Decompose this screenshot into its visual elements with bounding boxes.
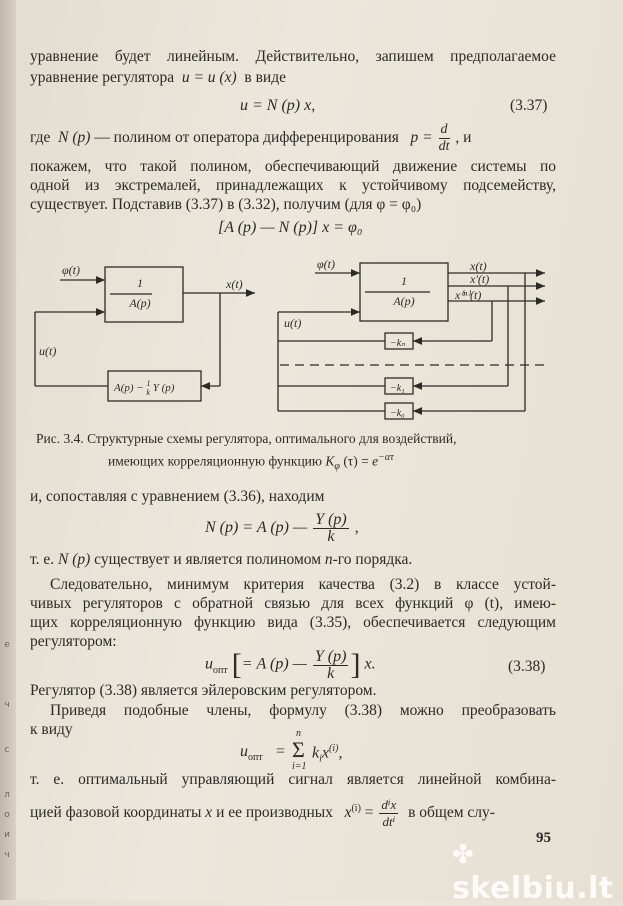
equation-number-3-37: (3.37) [510, 97, 548, 114]
Y-over-k-fraction: $\frac{Y (p)}{k}$ [315, 511, 347, 545]
equation-3-38: $u_{опт}$ [= A (p) — $\frac{Y (p)}{k}$ ] x. [205, 647, 376, 682]
right-output-x-prime: x'(t) [470, 272, 490, 286]
text-para-1: Следовательно, минимум критерия качества (3.2) в классе устой- [50, 576, 556, 593]
block-diagrams [30, 255, 560, 425]
text-last-2: цией фазовой координаты x и ее производных $x^{(i)}$ = $\frac{\text{dⁱx}}{\text{dtⁱ}}$ в общем слу- [30, 797, 495, 829]
text-line-2: уравнение регулятора u = u (x) в виде [30, 69, 286, 86]
text-line-4: где N (p) — полином от оператора дифференцирования p = $\frac{d}{dt}$ , и [30, 122, 472, 154]
margin-mark-6: и [4, 830, 10, 840]
d-dt-fraction: $\frac{d}{dt}$ [438, 122, 450, 154]
right-diagram [278, 263, 545, 419]
margin-mark-1: е [4, 640, 10, 650]
text-para-2: чивых регуляторов с обратной связью для всех функций φ (t), имею- [30, 595, 556, 612]
equation-bracket: [A (p) — N (p)] x = φ₀ [218, 219, 363, 236]
k0-label: −k₀ [390, 408, 405, 419]
text-last-1: т. е. оптимальный управляющий сигнал является линейной комбина- [30, 771, 556, 788]
right-output-xn: x⁽ⁿ⁾(t) [455, 288, 482, 302]
text-after-figure: и, сопоставляя с уравнением (3.36), находим [30, 488, 325, 505]
right-output-x: x(t) [470, 259, 487, 273]
text-line-5: покажем, что такой полином, обеспечивающий движение системы по [30, 158, 556, 175]
right-u-label: u(t) [284, 316, 302, 330]
margin-mark-2: ч [4, 700, 10, 710]
left-feedback-expr: A(p) − $^1$ k Y (p) [114, 379, 175, 397]
figure-caption-line-2: имеющих корреляционную функцию $K_\varphi$ $(\tau) = e^{-\alpha\tau}$ [108, 452, 394, 473]
k1-label: −k₁ [390, 383, 405, 394]
left-diagram [35, 267, 255, 401]
margin-mark-4: л [4, 790, 10, 800]
page-number: 95 [536, 830, 551, 846]
kn-label: −kₙ [390, 338, 406, 349]
text-para-4: регулятором: [30, 633, 117, 650]
left-block-num: 1 [137, 276, 143, 290]
text-regulator-3: к виду [30, 721, 73, 738]
book-gutter [0, 0, 16, 900]
right-block-den: A(p) [393, 294, 415, 308]
margin-mark-7: ч [4, 850, 10, 860]
left-input-label: φ(t) [62, 263, 80, 277]
Y-over-k-fraction-2: $\frac{Y (p)}{k}$ [314, 647, 347, 682]
watermark: ✤ skelbiu.lt [452, 840, 614, 906]
text-regulator-1: Регулятор (3.38) является эйлеровским регулятором. [30, 682, 377, 699]
equation-number-3-38: (3.38) [508, 658, 546, 675]
text-line-7: существует. Подставив (3.37) в (3.32), получим (для φ = φ₀) [30, 196, 422, 213]
margin-mark-5: о [4, 810, 10, 820]
text-regulator-2: Приведя подобные члены, формулу (3.38) можно преобразовать [50, 702, 556, 719]
derivative-fraction: $\frac{\text{dⁱx}}{\text{dtⁱ}}$ [381, 797, 397, 829]
equation-N-p: N (p) = A (p) — $\frac{Y (p)}{k}$ , [205, 511, 359, 545]
left-output-label: x(t) [226, 277, 243, 291]
text-line-1: уравнение будет линейным. Действительно, запишем предполагаемое [30, 48, 556, 65]
right-block-num: 1 [401, 274, 407, 288]
left-feedback-label: u(t) [39, 344, 57, 358]
text-line-6: одной из экстремалей, принадлежащих к устойчивому подсемейству, [30, 177, 556, 194]
text-para-3: щих корреляционную функцию вида (3.35), обеспечивается следующим [30, 614, 556, 631]
figure-caption-line-1: Рис. 3.4. Структурные схемы регулятора, оптимального для воздействий, [36, 431, 457, 446]
margin-mark-3: с [4, 745, 10, 755]
left-block-den: A(p) [129, 296, 151, 310]
right-input-label: φ(t) [317, 257, 335, 271]
equation-3-37: u = N (p) x, [240, 97, 316, 114]
text-te-1: т. е. N (p) существует и является полиномом n-го порядка. [30, 551, 413, 568]
watermark-icon: ✤ [452, 840, 475, 870]
